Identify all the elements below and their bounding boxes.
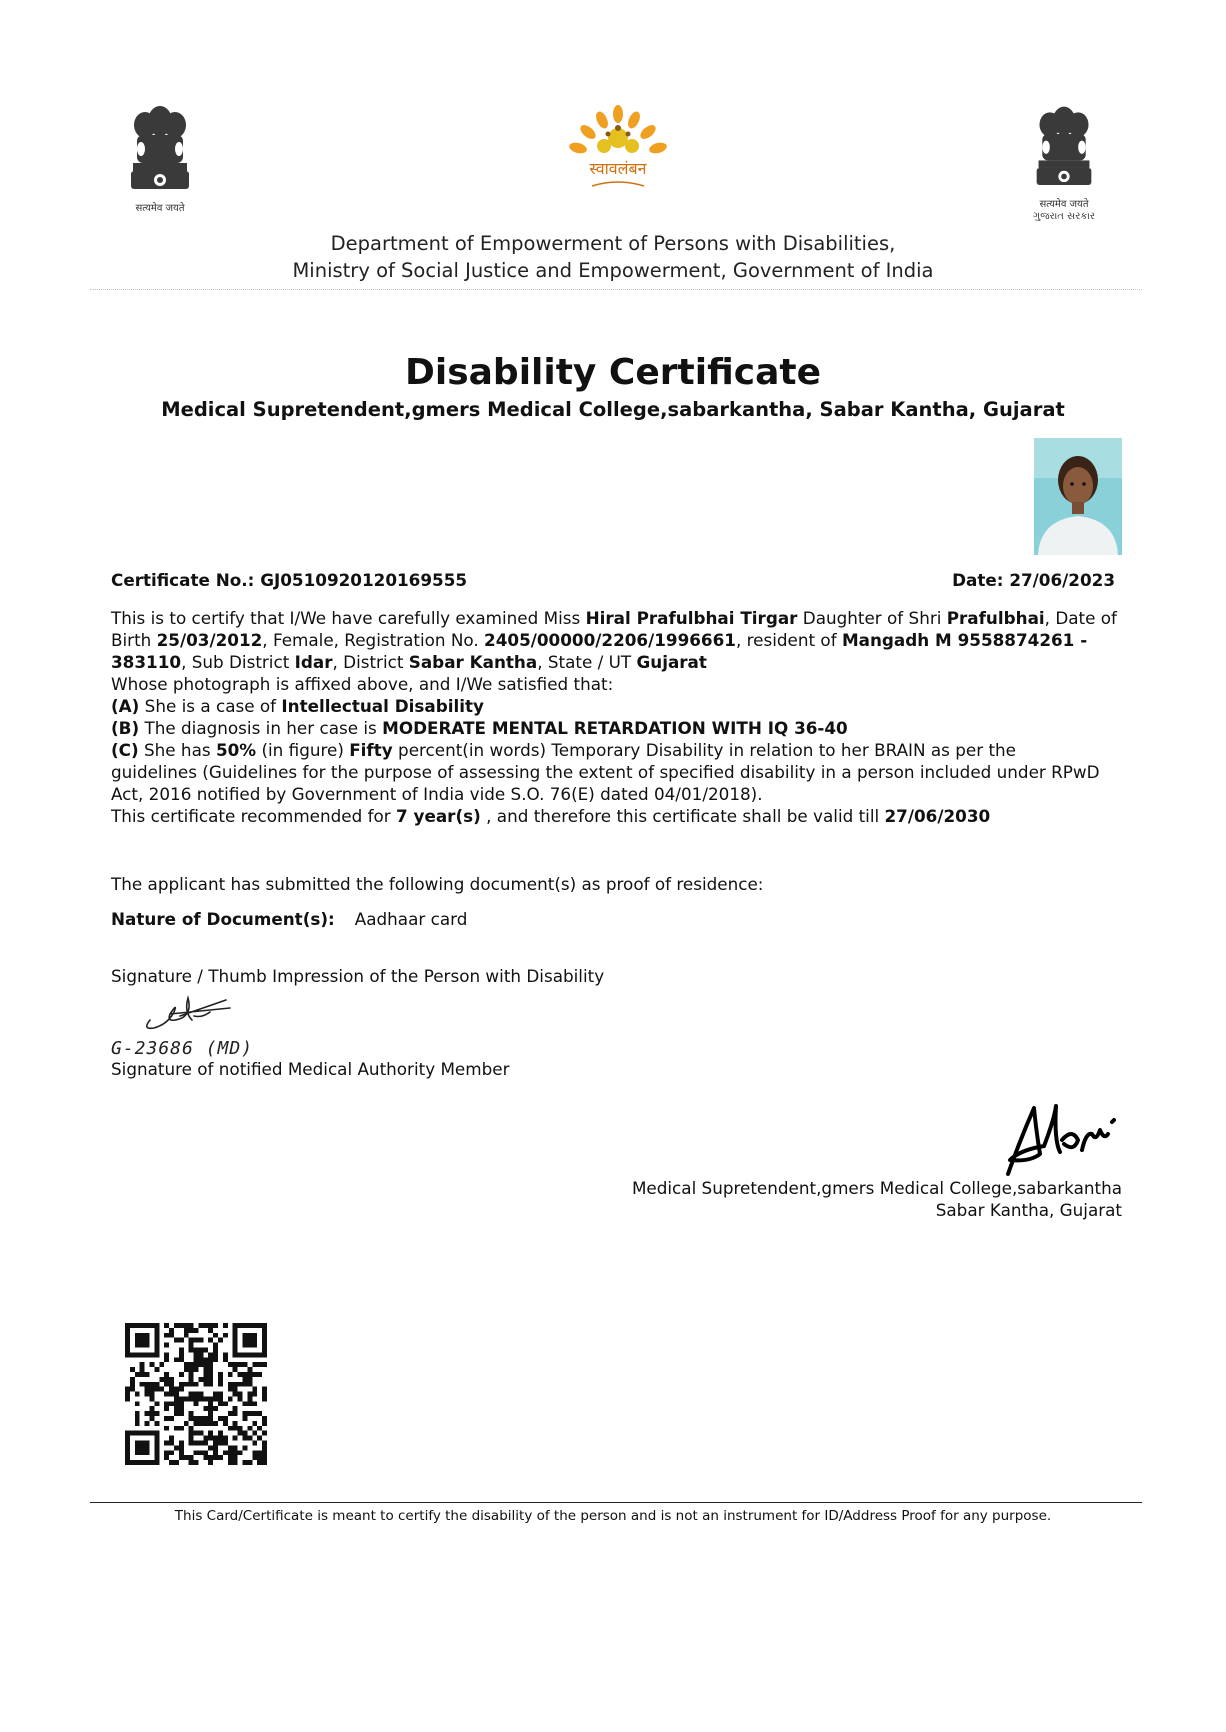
body-line-9: Act, 2016 notified by Government of India vide S.O. 76(E) dated 04/01/2018). bbox=[111, 784, 763, 804]
validity-years: 7 year(s) bbox=[396, 806, 481, 826]
address: Mangadh M 9558874261 - bbox=[841, 630, 1088, 650]
qr-code-icon bbox=[125, 1323, 267, 1465]
member-signature-icon bbox=[140, 990, 240, 1038]
header-divider bbox=[90, 289, 1142, 290]
certificate-date-label: Date: bbox=[952, 570, 1004, 590]
department-header bbox=[0, 230, 1226, 284]
body-line-8: guidelines (Guidelines for the purpose of assessing the extent of specified disability in a person included under RPwD bbox=[111, 762, 1100, 782]
registration-number: 2405/00000/2206/1996661 bbox=[484, 630, 736, 650]
emblem-caption-right-1: सत्यमेव जयते bbox=[1039, 199, 1089, 210]
state: Gujarat bbox=[636, 652, 707, 672]
document-label: Nature of Document(s): bbox=[111, 909, 335, 929]
certificate-title: Disability Certificate bbox=[404, 352, 822, 393]
document-value: Aadhaar card bbox=[354, 909, 468, 929]
clause-a: (A) She is a case of Intellectual Disability bbox=[111, 696, 484, 716]
member-signature-label: Signature of notified Medical Authority Member bbox=[111, 1059, 510, 1079]
disability-percent-words: Fifty bbox=[349, 740, 393, 760]
certificate-date-value: 27/06/2023 bbox=[1009, 570, 1115, 590]
certificate-number-value: GJ0510920120169555 bbox=[260, 570, 468, 590]
person-photo-icon bbox=[1034, 438, 1122, 555]
member-registration-handwritten: G-23686 (MD) bbox=[111, 1038, 254, 1059]
certificate-date bbox=[952, 569, 1115, 591]
authority-signature-icon bbox=[1000, 1100, 1125, 1180]
date-of-birth: 25/03/2012 bbox=[156, 630, 263, 650]
footer-divider bbox=[90, 1502, 1142, 1503]
pincode: 383110 bbox=[111, 652, 182, 672]
swavlamban-logo-text: स्वावलंबन bbox=[589, 159, 647, 178]
residence-document bbox=[111, 908, 467, 930]
applicant-photo bbox=[1034, 438, 1122, 555]
father-name: Prafulbhai bbox=[946, 608, 1045, 628]
clause-b: (B) The diagnosis in her case is MODERATE MENTAL RETARDATION WITH IQ 36-40 bbox=[111, 718, 848, 738]
ashoka-emblem-icon bbox=[125, 103, 195, 203]
body-line-1: This is to certify that I/We have carefully examined Miss Hiral Prafulbhai Tirgar Daughter of Shri Prafulbhai, Date of bbox=[111, 608, 1117, 628]
authority-line-1: Medical Supretendent,gmers Medical College,sabarkantha bbox=[631, 1178, 1122, 1198]
body-line-4: Whose photograph is affixed above, and I/We satisfied that: bbox=[111, 674, 614, 694]
patient-name: Hiral Prafulbhai Tirgar bbox=[585, 608, 798, 628]
national-emblem-left bbox=[120, 103, 200, 215]
diagnosis: MODERATE MENTAL RETARDATION WITH IQ 36-40 bbox=[382, 718, 848, 738]
district: Sabar Kantha bbox=[408, 652, 538, 672]
disability-percent: 50% bbox=[215, 740, 257, 760]
ashoka-emblem-icon bbox=[1031, 103, 1097, 199]
person-signature-label: Signature / Thumb Impression of the Person with Disability bbox=[111, 966, 605, 986]
certificate-number bbox=[111, 569, 467, 591]
validity-line: This certificate recommended for 7 year(s) , and therefore this certificate shall be valid till 27/06/2030 bbox=[111, 806, 991, 826]
department-line-2: Ministry of Social Justice and Empowerment, Government of India bbox=[292, 259, 934, 282]
body-line-2: Birth 25/03/2012, Female, Registration No. 2405/00000/2206/1996661, resident of Mangadh M 9558874261 - bbox=[111, 630, 1088, 650]
clause-c: (C) She has 50% (in figure) Fifty percent(in words) Temporary Disability in relation to her BRAIN as per the bbox=[111, 740, 1016, 760]
emblem-caption-left: सत्यमेव जयते bbox=[135, 203, 185, 214]
residence-intro: The applicant has submitted the following document(s) as proof of residence: bbox=[111, 874, 764, 894]
national-emblem-right bbox=[1016, 103, 1112, 223]
swavlamban-logo-icon bbox=[564, 104, 672, 196]
sub-district: Idar bbox=[294, 652, 333, 672]
body-line-3: 383110, Sub District Idar, District Sabar Kantha, State / UT Gujarat bbox=[111, 652, 707, 672]
swavlamban-logo bbox=[563, 104, 673, 196]
emblem-caption-right-2: ગુજરાત સરકાર bbox=[1032, 211, 1096, 222]
footer-disclaimer: This Card/Certificate is meant to certify the disability of the person and is not an instrument for ID/Address Proof for any purpose. bbox=[174, 1508, 1052, 1524]
valid-till-date: 27/06/2030 bbox=[884, 806, 991, 826]
authority-line-2: Sabar Kantha, Gujarat bbox=[935, 1200, 1122, 1220]
issuing-authority: Medical Supretendent,gmers Medical College,sabarkantha, Sabar Kantha, Gujarat bbox=[161, 398, 1065, 421]
department-line-1: Department of Empowerment of Persons with Disabilities, bbox=[330, 232, 896, 255]
disability-type: Intellectual Disability bbox=[281, 696, 484, 716]
certificate-number-label: Certificate No.: bbox=[111, 570, 255, 590]
